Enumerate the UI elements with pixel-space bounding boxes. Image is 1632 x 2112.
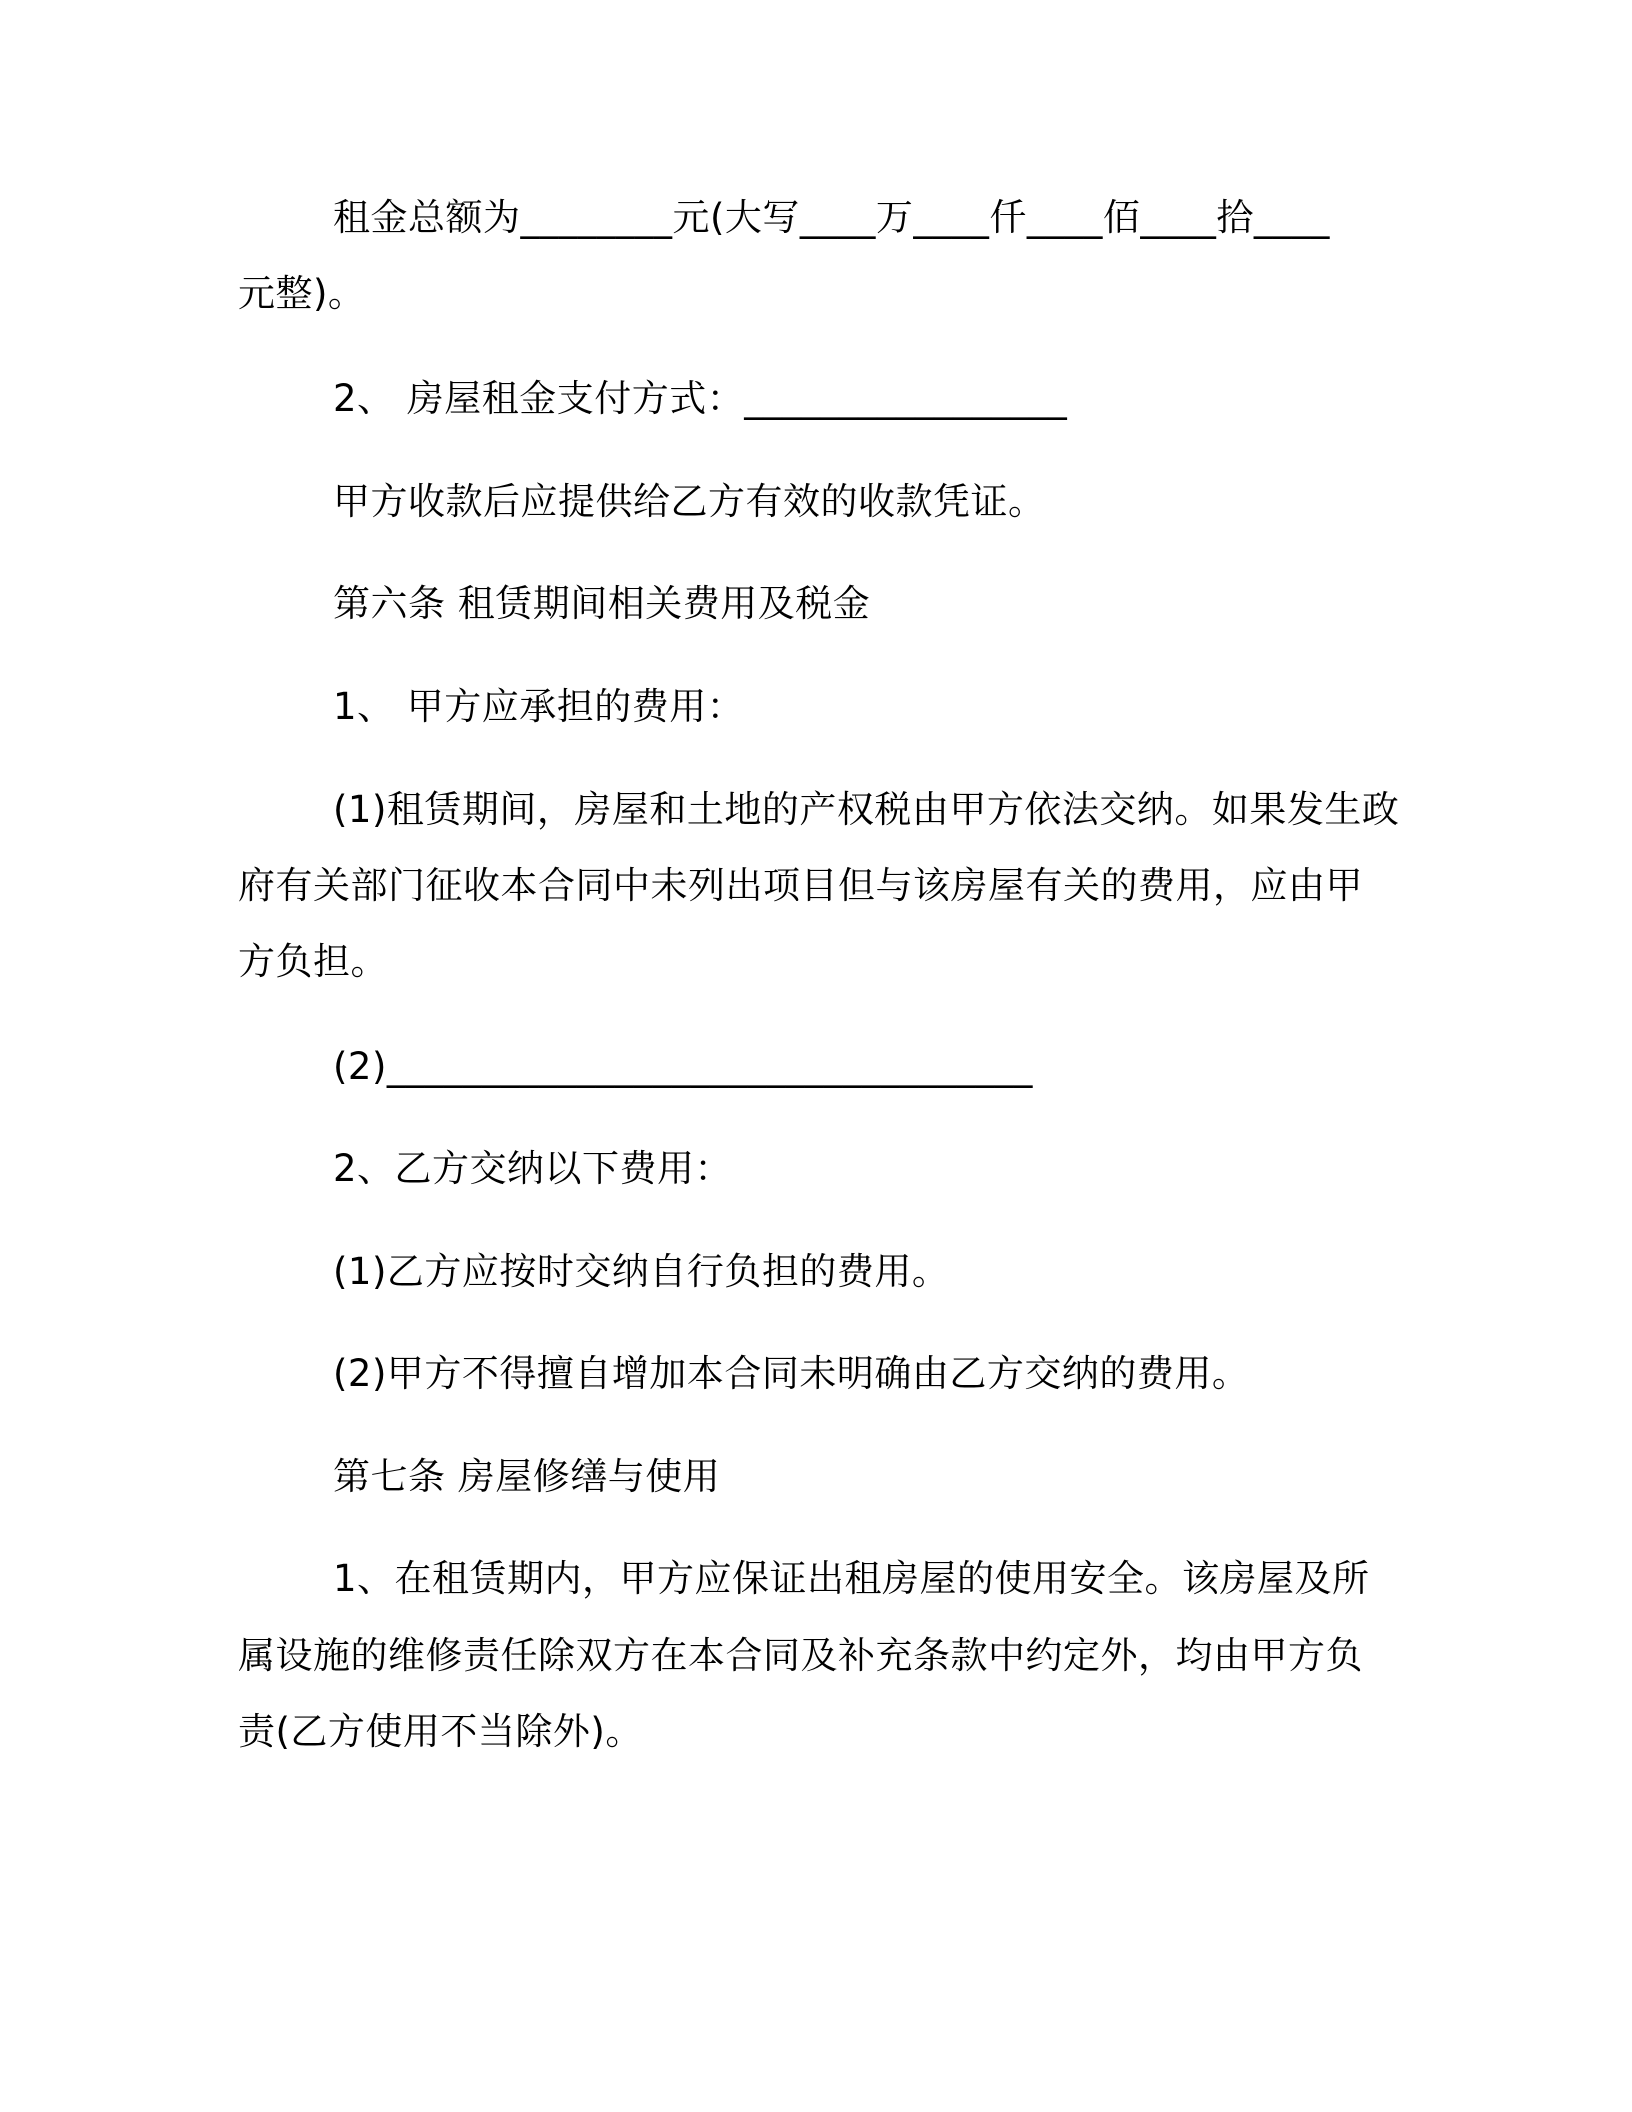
text-line-party-b-item-2: (2)甲方不得擅自增加本合同未明确由乙方交纳的费用。: [333, 1352, 1250, 1395]
text-line-item-1-cont: 府有关部门征收本合同中未列出项目但与该房屋有关的费用，应由甲: [238, 864, 1363, 907]
text-line-rent-total: 租金总额为________元(大写____万____仟____佰____拾____: [333, 196, 1330, 239]
text-line-repair-1: 1、在租赁期内，甲方应保证出租房屋的使用安全。该房屋及所: [333, 1557, 1370, 1600]
text-line-party-b-fees: 2、乙方交纳以下费用：: [333, 1147, 733, 1190]
text-line-party-a-fees: 1、 甲方应承担的费用：: [333, 685, 745, 728]
text-line-item-1: (1)租赁期间，房屋和土地的产权税由甲方依法交纳。如果发生政: [333, 788, 1400, 831]
text-line-receipt: 甲方收款后应提供给乙方有效的收款凭证。: [333, 480, 1046, 523]
text-line-item-2-blank: (2)__________________________________: [333, 1045, 1033, 1088]
text-line-repair-1-cont: 属设施的维修责任除双方在本合同及补充条款中约定外，均由甲方负: [238, 1634, 1363, 1677]
text-line-party-b-item-1: (1)乙方应按时交纳自行负担的费用。: [333, 1250, 950, 1293]
text-line-item-1-end: 方负担。: [238, 940, 388, 983]
section-heading-article-6: 第六条 租赁期间相关费用及税金: [333, 582, 871, 625]
text-line-payment-method: 2、 房屋租金支付方式：_________________: [333, 377, 1068, 420]
text-line-repair-1-end: 责(乙方使用不当除外)。: [238, 1710, 643, 1753]
text-line-rent-total-cont: 元整)。: [238, 272, 366, 315]
section-heading-article-7: 第七条 房屋修缮与使用: [333, 1455, 721, 1498]
